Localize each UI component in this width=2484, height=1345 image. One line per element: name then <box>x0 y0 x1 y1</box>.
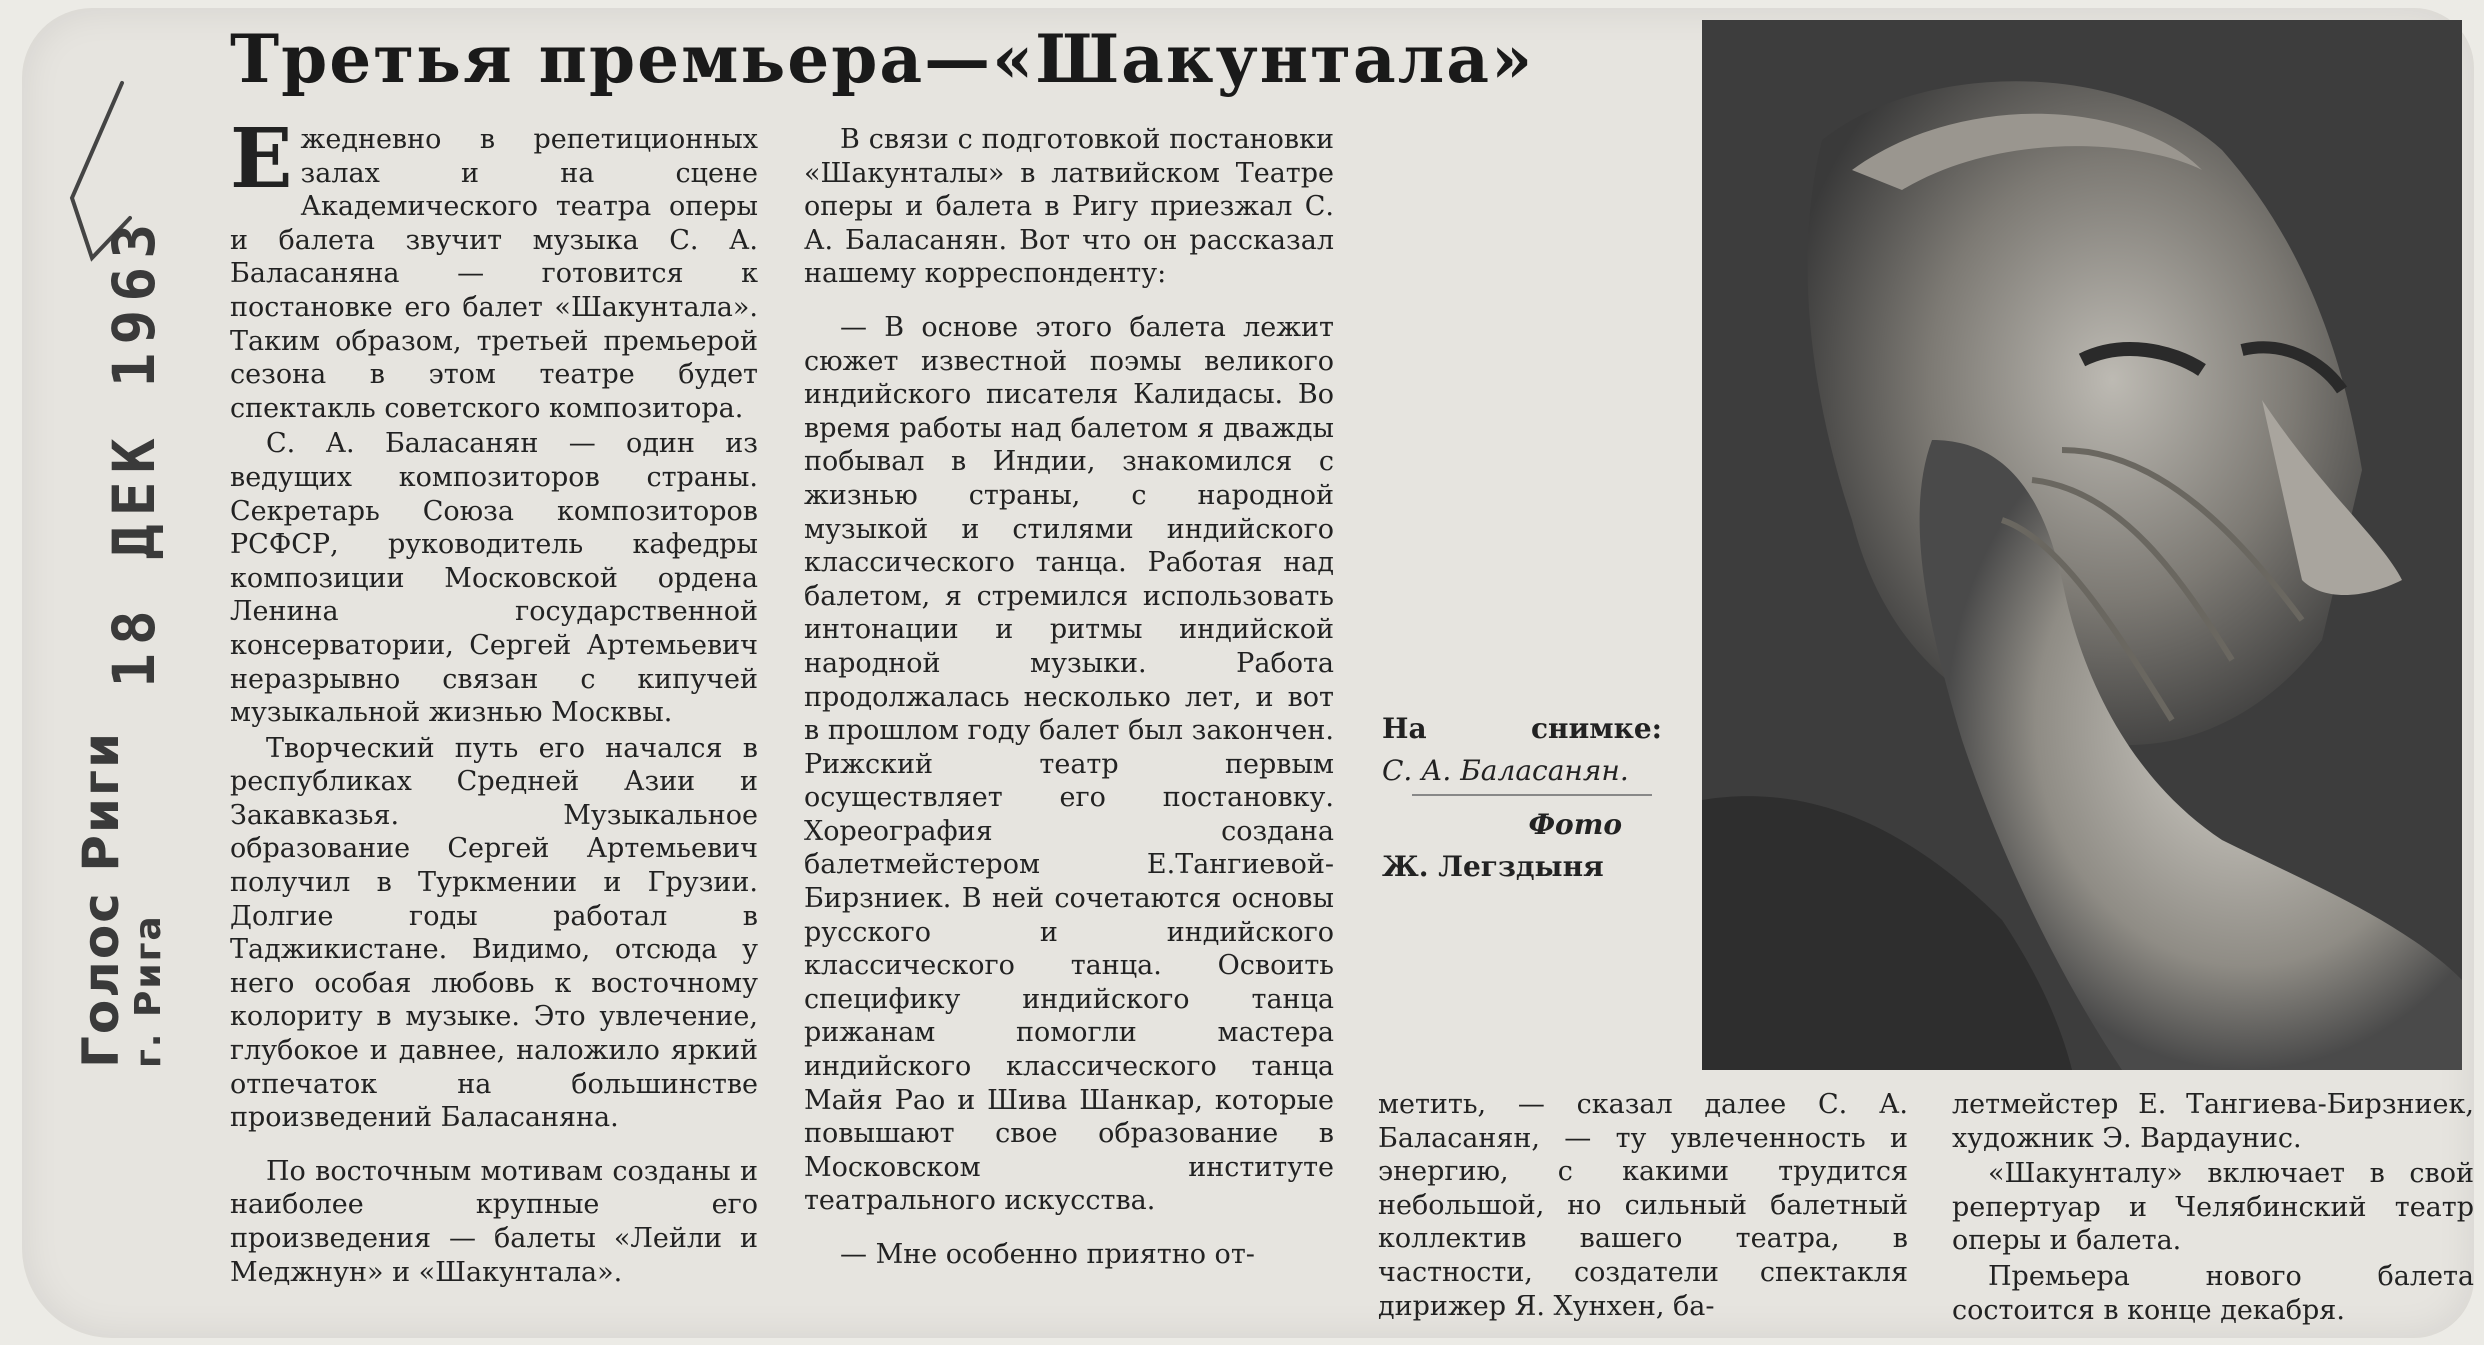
caption-divider <box>1412 794 1652 796</box>
paragraph: метить, — сказал далее С. А. Баласанян, — ту увлеченность и энергию, с какими трудится небольшой, но сильный балетный коллектив вашего театра, в частности, создатели спектакля дирижер Я. Хунхен, ба- <box>1378 1089 1908 1322</box>
paragraph: Ежедневно в репетиционных залах и на сцене Академического театра оперы и балета звучит музыка С. А. Баласаняна — готовится к постановке его балет «Шакунтала». Таким образом, третьей премьерой сезона в этом театре будет спектакль советского композитора. <box>230 111 758 424</box>
paragraph: В связи с подготовкой постановки «Шакунталы» в латвийском Театре оперы и балета в Ригу приезжал С. А. Баласанян. Вот что он рассказал нашему корреспонденту: <box>804 124 1334 290</box>
caption-subject: С. А. Баласанян. <box>1382 754 1629 787</box>
newspaper-stamp <box>42 215 169 1078</box>
paragraph: летмейстер Е. Тангиева-Бирзниек, художник Э. Вардаунис. <box>1952 1089 2474 1154</box>
caption-photo-label: Фото <box>1528 808 1622 841</box>
stamp-newspaper-name: Голос Риги <box>72 730 130 1068</box>
caption-label-a: На <box>1382 712 1427 745</box>
newspaper-clipping <box>22 8 2474 1338</box>
portrait-photo <box>1702 20 2462 1070</box>
paragraph: Творческий путь его начался в республиках Средней Азии и Закавказья. Музыкальное образование Сергей Артемьевич получил в Туркмении и Грузии. Долгие годы работал в Таджикистане. Видимо, отсюда у него особая любовь к восточному колориту в музыке. Это увлечение, глубокое и давнее, наложило яркий отпечаток на большинстве произведений Баласаняна. <box>230 732 758 1134</box>
paragraph: «Шакунталу» включает в свой репертуар и Челябинский театр оперы и балета. <box>1952 1158 2474 1257</box>
article-column-4 <box>1952 1088 2474 1329</box>
paragraph: С. А. Баласанян — один из ведущих композиторов страны. Секретарь Союза композиторов РСФСР, руководитель кафедры композиции Московской ордена Ленина государственной консерватории, Сергей Артемьевич неразрывно связан с кипучей музыкальной жизнью Москвы. <box>230 428 758 729</box>
stamp-city: г. Рига <box>128 914 169 1068</box>
caption-label-b: снимке: <box>1530 712 1662 745</box>
article-headline: Третья премьера—«Шакунтала» <box>230 20 1535 98</box>
article-column-1 <box>230 111 758 1291</box>
paragraph: — Мне особенно приятно от- <box>840 1239 1255 1270</box>
stamp-date: 18 ДЕК 1963 <box>100 215 168 688</box>
article-column-2 <box>804 123 1334 1274</box>
paragraph: По восточным мотивам созданы и наиболее крупные его произведения — балеты «Лейли и Меджнун» и «Шакунтала». <box>230 1155 758 1288</box>
paragraph: Премьера нового балета состоится в конце декабря. <box>1952 1260 2474 1326</box>
caption-photographer: Ж. Легздыня <box>1382 850 1604 883</box>
drop-cap: Е <box>230 111 293 207</box>
photo-caption <box>1382 708 1662 888</box>
article-column-3 <box>1378 1088 1908 1325</box>
portrait-image <box>1702 20 2462 1070</box>
paragraph: — В основе этого балета лежит сюжет известной поэмы великого индийского писателя Калидасы. Во время работы над балетом я дважды побывал в Индии, знакомился с жизнью страны, с народной музыкой и стилями индийского классического танца. Работая над балетом, я стремился использовать интонации и ритмы индийской народной музыки. Работа продолжалась несколько лет, и вот в прошлом году балет был закончен. Рижский театр первым осуществляет его постановку. Хореография создана балетмейстером Е.Тангиевой-Бирзниек. В ней сочетаются основы русского и индийского классического танца. Освоить специфику индийского танца рижанам помогли мастера индийского классического танца Майя Рао и Шива Шанкар, которые повышают свое образование в Московском институте театрального искусства. <box>804 311 1334 1217</box>
